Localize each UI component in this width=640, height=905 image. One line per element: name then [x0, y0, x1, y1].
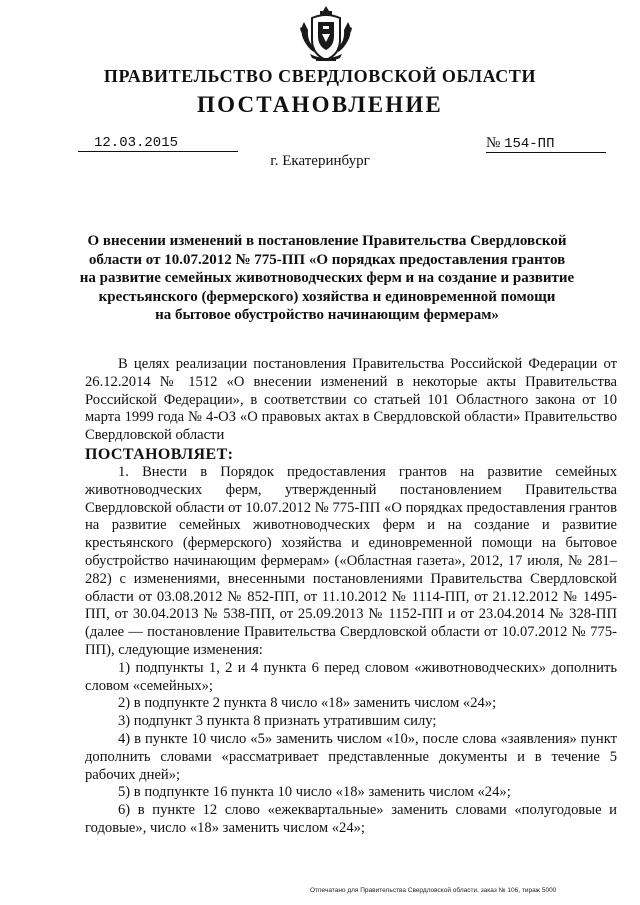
document-number-field	[486, 135, 606, 153]
title-line: области от 10.07.2012 № 775-ПП «О порядках предоставления грантов	[88, 251, 566, 268]
title-line: крестьянского (фермерского) хозяйства и единовременной помощи	[98, 288, 556, 305]
item-paragraph: 1. Внести в Порядок предоставления грантов на развитие семейных животноводческих ферм, утвержденный постановлением Правительства Свердловской области от 10.07.2012 № 775-ПП «О порядках предоставления грантов на развитие семейных животноводческих ферм и на создание и развитие крестьянского (фермерского) хозяйства и единовременной помощи на бытовое обустройство начинающим фермерам» («Областная газета», 2012, 17 июля, № 281–282) с изменениями, внесенными постановлениями Правительства Свердловской области от 03.08.2012 № 852-ПП, от 11.10.2012 № 1114-ПП, от 21.12.2012 № 1495-ПП, от 30.04.2013 № 538-ПП, от 25.09.2013 № 1152-ПП и от 23.04.2014 № 328-ПП (далее — постановление Правительства Свердловской области от 10.07.2012 № 775-ПП), следующие изменения:	[85, 463, 617, 658]
item-paragraph: 3) подпункт 3 пункта 8 признать утратившим силу;	[118, 713, 437, 730]
document-body	[85, 356, 617, 838]
item-paragraph: 2) в подпункте 2 пункта 8 число «18» заменить числом «24»;	[118, 695, 497, 712]
document-city: г. Екатеринбург	[270, 153, 370, 169]
print-footer: Отпечатано для Правительства Свердловской области, заказ № 106, тираж 5000	[310, 887, 557, 894]
title-line: на бытовое обустройство начинающим фермерам»	[155, 307, 499, 323]
document-type: ПОСТАНОВЛЕНИЕ	[197, 92, 443, 117]
preamble-paragraph: В целях реализации постановления Правительства Российской Федерации от 26.12.2014 № 1512 «О внесении изменений в некоторые акты Правительства Российской Федерации», в соответствии со статьей 101 Областного закона от 10 марта 1999 года № 4-ОЗ «О правовых актах в Свердловской области» Правительство Свердловской области	[85, 356, 617, 444]
document-number: 154-ПП	[504, 136, 555, 152]
government-name: ПРАВИТЕЛЬСТВО СВЕРДЛОВСКОЙ ОБЛАСТИ	[103, 66, 537, 86]
item-paragraph: 1) подпункты 1, 2 и 4 пункта 6 перед словом «животноводческих» дополнить словом «семейных»;	[85, 659, 617, 694]
decree-heading: ПОСТАНОВЛЯЕТ:	[85, 445, 234, 463]
document-date: 12.03.2015	[78, 135, 238, 152]
number-sign: №	[486, 135, 501, 151]
coat-of-arms-emblem	[296, 4, 356, 64]
document-title	[62, 232, 592, 325]
item-paragraph: 6) в пункте 12 слово «ежеквартальные» заменить словами «полугодовые и годовые», число «18» заменить числом «24»;	[85, 802, 617, 836]
item-paragraph: 5) в подпункте 16 пункта 10 число «18» заменить числом «24»;	[118, 784, 511, 801]
item-paragraph: 4) в пункте 10 число «5» заменить числом «10», после слова «заявления» пункт дополнить словами «рассматривает представленные документы и в течение 5 рабочих дней»;	[85, 730, 617, 783]
title-line: О внесении изменений в постановление Правительства Свердловской	[87, 233, 567, 249]
title-line: на развитие семейных животноводческих ферм и на создание и развитие	[79, 270, 575, 286]
